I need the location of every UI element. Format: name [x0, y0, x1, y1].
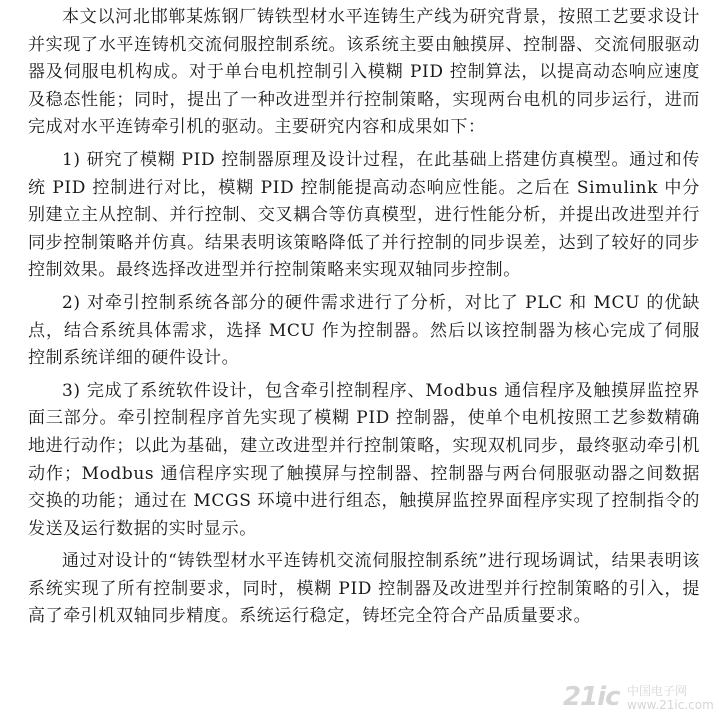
- document-page: [28, 4, 700, 631]
- abstract-intro-paragraph: 本文以河北邯郸某炼钢厂铸铁型材水平连铸生产线为研究背景，按照工艺要求设计并实现了水平连铸机交流伺服控制系统。该系统主要由触摸屏、控制器、交流伺服驱动器及伺服电机构成。对于单台电机控制引入模糊 PID 控制算法，以提高动态响应速度及稳态性能；同时，提出了一种改进型并行控制策略，实现两台电机的同步运行，进而完成对水平连铸牵引机的驱动。主要研究内容和成果如下：: [28, 7, 700, 138]
- watermark-logo: 21ic: [563, 682, 620, 712]
- watermark-site-name: 中国电子网: [627, 684, 688, 698]
- result-item-2-paragraph: 2) 对牵引控制系统各部分的硬件需求进行了分析，对比了 PLC 和 MCU 的优缺点，结合系统具体需求，选择 MCU 作为控制器。然后以该控制器为核心完成了伺服控制系统详细的硬件设计。: [28, 292, 700, 369]
- result-item-1-paragraph: 1) 研究了模糊 PID 控制器原理及设计过程，在此基础上搭建仿真模型。通过和传统 PID 控制进行对比，模糊 PID 控制能提高动态响应性能。之后在 Simulink 中分别建立主从控制、并行控制、交叉耦合等仿真模型，进行性能分析，并提出改进型并行同步控制策略并仿真。结果表明该策略降低了并行控制的同步误差，达到了较好的同步控制效果。最终选择改进型并行控制策略来实现双轴同步控制。: [28, 149, 700, 281]
- conclusion-paragraph: 通过对设计的“铸铁型材水平连铸机交流伺服控制系统”进行现场调试，结果表明该系统实现了所有控制要求，同时，模糊 PID 控制器及改进型并行控制策略的引入，提高了牵引机双轴同步精度。系统运行稳定，铸坯完全符合产品质量要求。: [28, 551, 700, 627]
- watermark-url: www.21ic.com: [627, 698, 714, 712]
- watermark-caption: [627, 684, 714, 712]
- result-item-3-paragraph: 3) 完成了系统软件设计，包含牵引控制程序、Modbus 通信程序及触摸屏监控界面三部分。牵引控制程序首先实现了模糊 PID 控制器，使单个电机按照工艺参数精确地进行动作；以此为基础，建立改进型并行控制策略，实现双机同步，最终驱动牵引机动作；Modbus 通信程序实现了触摸屏与控制器、控制器与两台伺服驱动器之间数据交换的功能；通过在 MCGS 环境中进行组态，触摸屏监控界面程序实现了控制指令的发送及运行数据的实时显示。: [28, 380, 700, 539]
- site-watermark: [563, 682, 713, 716]
